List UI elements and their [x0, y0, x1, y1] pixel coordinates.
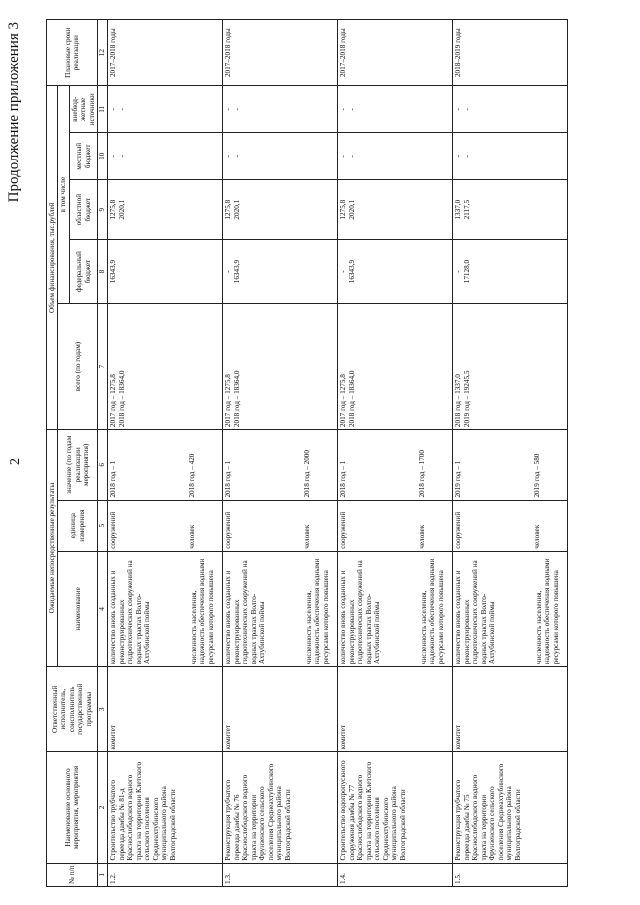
finance-regional: 1275,8 2020,1 — [338, 180, 453, 240]
col-number: 7 — [98, 304, 108, 430]
col-header-loc: местный бюджет — [69, 133, 97, 180]
result-1-unit: сооружений — [109, 511, 118, 549]
col-header-res-unit: единица измерения — [58, 500, 98, 551]
finance-extrabudget: - - — [223, 86, 338, 133]
col-header-finance: Объем финансирования, тыс.рублей — [47, 86, 58, 430]
finance-regional: 1275,8 2020,1 — [223, 180, 338, 240]
result-1-value: 2018 год – 1 — [339, 460, 348, 498]
result-values — [453, 430, 568, 500]
row-number: 1.3. — [223, 863, 338, 886]
planned-terms: 2018–2019 годы — [453, 20, 568, 86]
result-names — [338, 551, 453, 666]
col-header-fed: федеральный бюджет — [69, 240, 97, 304]
col-number: 6 — [98, 430, 108, 500]
finance-federal: - 16343,9 — [338, 240, 453, 304]
finance-local: - - — [223, 133, 338, 180]
col-number: 1 — [98, 863, 108, 886]
result-names — [223, 551, 338, 666]
measure-name: Реконструкция трубчатого переезда дамбы № 75 Краснослободского водного тракта на территории Фрунзенского сельского поселения Среднеахтубинского муниципального района Волгоградской области — [453, 752, 568, 863]
finance-federal: 16343,9 — [108, 240, 223, 304]
col-header-executor: Ответственный исполнитель, соисполнитель государственной программы — [47, 667, 98, 752]
result-1-unit: сооружений — [454, 511, 463, 549]
finance-local: - - — [453, 133, 568, 180]
result-units — [453, 500, 568, 551]
column-number-row — [98, 20, 108, 887]
result-2-unit: человек — [532, 524, 541, 549]
page-number: 2 — [8, 458, 23, 465]
planned-terms: 2017–2018 годы — [223, 20, 338, 86]
table-row — [223, 20, 338, 887]
finance-regional: 1337,0 2117,5 — [453, 180, 568, 240]
row-number: 1.2. — [108, 863, 223, 886]
result-2-value: 2018 год – 420 — [187, 453, 196, 498]
table-row — [338, 20, 453, 887]
result-values — [338, 430, 453, 500]
result-2-name: численность населения, надежность обеспечения водными ресурсами которого повышена — [534, 558, 560, 665]
col-number: 3 — [98, 667, 108, 752]
result-1-name: количество вновь созданных и реконструированных гидротехнических сооружений на водных трактах Волго-Ахтубинской поймы — [224, 560, 267, 665]
result-1-value: 2018 год – 1 — [109, 460, 118, 498]
col-number: 2 — [98, 752, 108, 863]
result-2-unit: человек — [187, 524, 196, 549]
col-header-terms: Плановые сроки реализации — [47, 20, 98, 86]
result-names — [453, 551, 568, 666]
result-2-name: численность населения, надежность обеспечения водными ресурсами которого повышена — [419, 558, 445, 665]
result-1-unit: сооружений — [339, 511, 348, 549]
result-units — [338, 500, 453, 551]
result-units — [223, 500, 338, 551]
row-number: 1.4. — [338, 863, 453, 886]
result-2-unit: человек — [302, 524, 311, 549]
result-2-value: 2018 год – 1700 — [417, 450, 426, 498]
result-values — [108, 430, 223, 500]
result-units — [108, 500, 223, 551]
executor: комитет — [108, 667, 223, 752]
col-header-res-value: значение (по годам реализации мероприятия) — [58, 430, 98, 500]
planned-terms: 2017–2018 годы — [338, 20, 453, 86]
col-header-reg: областной бюджет — [69, 180, 97, 240]
col-number: 4 — [98, 551, 108, 666]
finance-regional: 1275,8 2020,1 — [108, 180, 223, 240]
col-header-including: в том числе — [58, 86, 69, 304]
measure-name: Строительство водопропускного сооружения дамбы № 77 Краснослободского водного тракта на территории Клетского сельского поселения Среднеахтубинского муниципального района Волгоградской области — [338, 752, 453, 863]
finance-federal: - 17128,0 — [453, 240, 568, 304]
result-2-value: 2018 год – 2000 — [302, 450, 311, 498]
measure-name: Строительство трубчатого переезда дамбы № 81-д Краснослободского водного тракта на территории Клетского сельского поселения Среднеахтубинского муниципального района Волгоградской области — [108, 752, 223, 863]
result-1-value: 2019 год – 1 — [454, 460, 463, 498]
col-number: 11 — [98, 86, 108, 133]
table-row — [453, 20, 568, 887]
planned-terms: 2017–2018 годы — [108, 20, 223, 86]
finance-total: 2017 год – 1275,8 2018 год – 18364,0 — [338, 304, 453, 430]
col-number: 8 — [98, 240, 108, 304]
table-row — [108, 20, 223, 887]
result-values — [223, 430, 338, 500]
finance-extrabudget: - - — [453, 86, 568, 133]
executor: комитет — [338, 667, 453, 752]
col-header-name: Наименование основного мероприятия, мероприятия — [47, 752, 98, 863]
col-header-expected: Ожидаемые непосредственные результаты — [47, 430, 58, 667]
finance-local: - - — [108, 133, 223, 180]
col-number: 10 — [98, 133, 108, 180]
result-names — [108, 551, 223, 666]
executor: комитет — [223, 667, 338, 752]
finance-total: 2017 год – 1275,8 2018 год – 18364,0 — [108, 304, 223, 430]
measure-name: Реконструкция трубчатого переезда дамбы № 76 Краснослободского водного тракта на территории Фрунзенского сельского поселения Среднеахтубинского муниципального района Волгоградской области — [223, 752, 338, 863]
col-header-res-name: наименование — [58, 551, 98, 666]
result-1-unit: сооружений — [224, 511, 233, 549]
result-1-name: количество вновь созданных и реконструированных гидротехнических сооружений на водных трактах Волго-Ахтубинской поймы — [109, 560, 152, 665]
col-number: 9 — [98, 180, 108, 240]
program-table — [46, 19, 568, 887]
result-1-name: количество вновь созданных и реконструированных гидротехнических сооружений на водных трактах Волго-Ахтубинской поймы — [454, 560, 497, 665]
col-number: 12 — [98, 20, 108, 86]
executor: комитет — [453, 667, 568, 752]
finance-local: - - — [338, 133, 453, 180]
col-header-total: всего (по годам) — [58, 304, 98, 430]
result-2-unit: человек — [417, 524, 426, 549]
finance-total: 2017 год – 1275,8 2018 год – 18364,0 — [223, 304, 338, 430]
col-number: 5 — [98, 500, 108, 551]
result-1-name: количество вновь созданных и реконструированных гидротехнических сооружений на водных трактах Волго-Ахтубинской поймы — [339, 560, 382, 665]
col-header-ext: внебюд-жетные источники — [69, 86, 97, 133]
row-number: 1.5. — [453, 863, 568, 886]
finance-extrabudget: - - — [338, 86, 453, 133]
continuation-caption: Продолжение приложения 3 — [6, 22, 22, 203]
finance-federal: - 16343,9 — [223, 240, 338, 304]
finance-extrabudget: - - — [108, 86, 223, 133]
result-2-name: численность населения, надежность обеспечения водными ресурсами которого повышена — [189, 558, 215, 665]
result-2-name: численность населения, надежность обеспечения водными ресурсами которого повышена — [304, 558, 330, 665]
finance-total: 2018 год – 1337,0 2019 год – 19245,5 — [453, 304, 568, 430]
result-1-value: 2018 год – 1 — [224, 460, 233, 498]
result-2-value: 2019 год – 580 — [532, 453, 541, 498]
col-header-no: № п/п — [47, 863, 98, 886]
